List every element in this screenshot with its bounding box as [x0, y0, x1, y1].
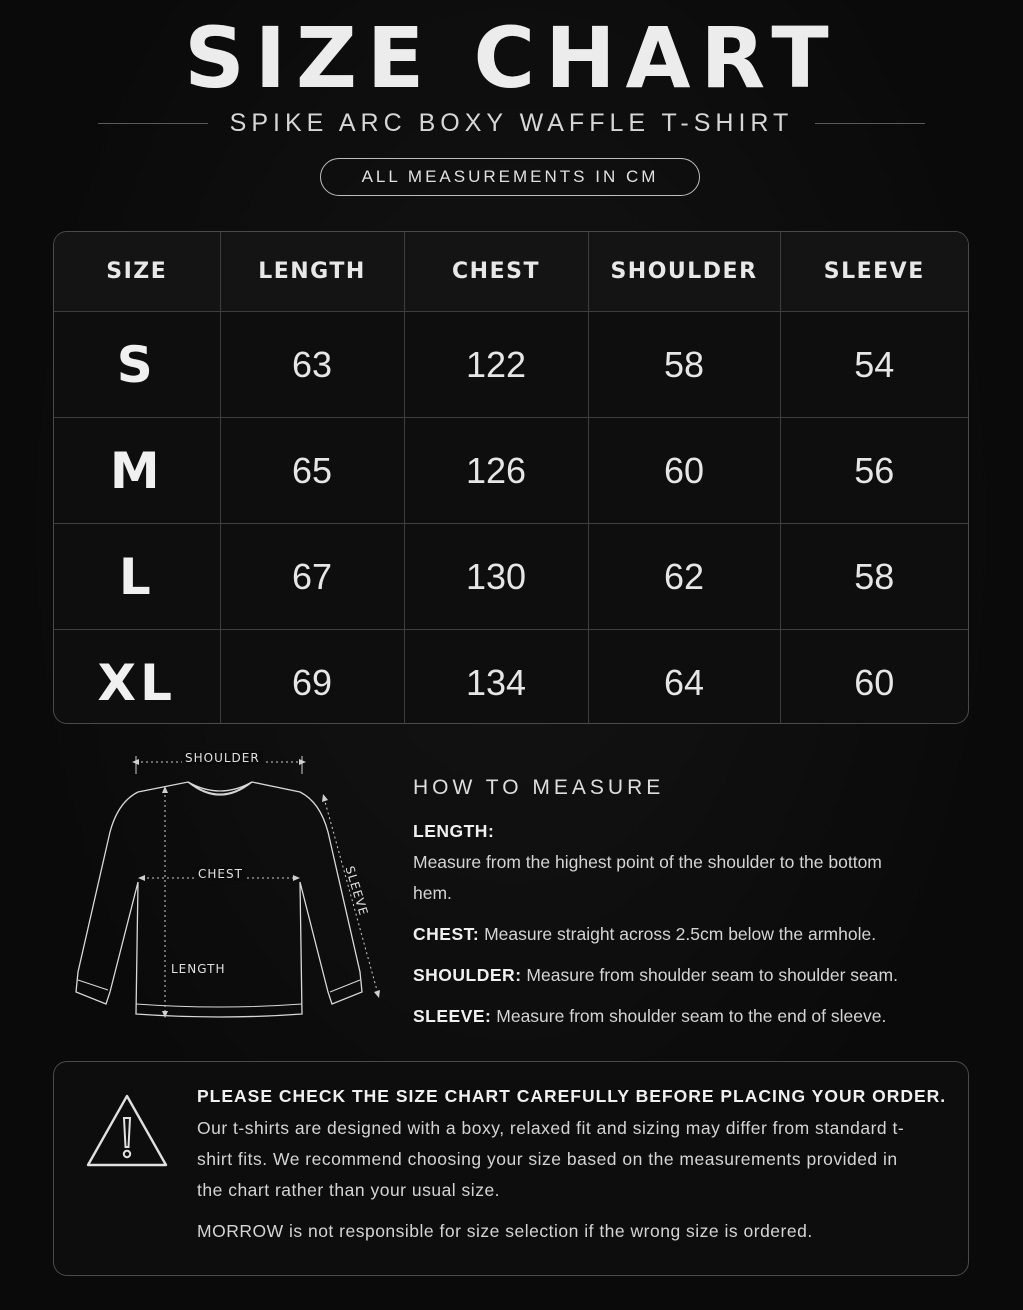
column-header-sleeve: SLEEVE: [780, 232, 968, 312]
length-cell: 65: [220, 418, 404, 524]
table-row: [54, 630, 968, 725]
table-header-row: [54, 232, 968, 312]
measurement-diagram: [70, 742, 390, 1032]
product-subtitle: SPIKE ARC BOXY WAFFLE T-SHIRT: [229, 108, 794, 137]
diagram-label-length: LENGTH: [171, 962, 226, 976]
length-cell: 67: [220, 524, 404, 630]
page-title: SIZE CHART: [184, 9, 839, 107]
measure-description: Measure from shoulder seam to the end of sleeve.: [496, 1006, 887, 1026]
chest-cell: 134: [404, 630, 588, 725]
subtitle-row: [0, 106, 1023, 140]
measure-term: SLEEVE:: [413, 1006, 492, 1026]
shoulder-cell: 62: [588, 524, 780, 630]
column-header-length: LENGTH: [220, 232, 404, 312]
warning-triangle-icon: [84, 1092, 170, 1170]
sleeve-cell: 60: [780, 630, 968, 725]
diagram-label-chest: CHEST: [195, 867, 246, 881]
sleeve-cell: 54: [780, 312, 968, 418]
measure-term: SHOULDER:: [413, 965, 522, 985]
column-header-chest: CHEST: [404, 232, 588, 312]
measure-term: CHEST:: [413, 924, 480, 944]
diagram-label-shoulder: SHOULDER: [182, 751, 263, 765]
notice-body: Our t-shirts are designed with a boxy, relaxed fit and sizing may differ from standard t-shirt fits. We recommend choosing your size based on the measurements provided in the chart rather than your usual size.: [197, 1118, 905, 1200]
how-to-measure-title: HOW TO MEASURE: [413, 776, 665, 799]
size-cell: L: [54, 524, 220, 630]
measure-description: Measure straight across 2.5cm below the armhole.: [484, 924, 877, 944]
measure-term: LENGTH:: [413, 821, 495, 841]
column-header-shoulder: SHOULDER: [588, 232, 780, 312]
chest-cell: 122: [404, 312, 588, 418]
shoulder-cell: 64: [588, 630, 780, 725]
table-row: [54, 312, 968, 418]
how-to-measure-section: [413, 776, 973, 1042]
right-divider: [815, 123, 925, 124]
chest-cell: 130: [404, 524, 588, 630]
shoulder-cell: 60: [588, 418, 780, 524]
column-header-size: SIZE: [54, 232, 220, 312]
units-badge: ALL MEASUREMENTS IN CM: [320, 158, 700, 196]
left-divider: [98, 123, 208, 124]
measure-description: Measure from shoulder seam to shoulder seam.: [526, 965, 898, 985]
sleeve-cell: 56: [780, 418, 968, 524]
size-table: [53, 231, 969, 724]
size-cell: XL: [54, 630, 220, 725]
size-cell: M: [54, 418, 220, 524]
notice-box: [53, 1061, 969, 1276]
chest-cell: 126: [404, 418, 588, 524]
measure-item-shoulder: [413, 960, 973, 991]
shoulder-cell: 58: [588, 312, 780, 418]
measure-item-sleeve: [413, 1001, 973, 1032]
size-cell: S: [54, 312, 220, 418]
measure-item-chest: [413, 919, 973, 950]
length-cell: 69: [220, 630, 404, 725]
table-row: [54, 418, 968, 524]
table-row: [54, 524, 968, 630]
notice-heading: PLEASE CHECK THE SIZE CHART CAREFULLY BEFORE PLACING YOUR ORDER.: [197, 1086, 947, 1106]
measure-item-length: [413, 816, 973, 909]
length-cell: 63: [220, 312, 404, 418]
notice-footer: MORROW is not responsible for size selection if the wrong size is ordered.: [197, 1221, 813, 1241]
sleeve-cell: 58: [780, 524, 968, 630]
tshirt-outline-icon: [70, 742, 390, 1032]
diagram-label-sleeve: SLEEVE: [342, 864, 371, 918]
measure-description: Measure from the highest point of the shoulder to the bottom hem.: [413, 852, 882, 903]
